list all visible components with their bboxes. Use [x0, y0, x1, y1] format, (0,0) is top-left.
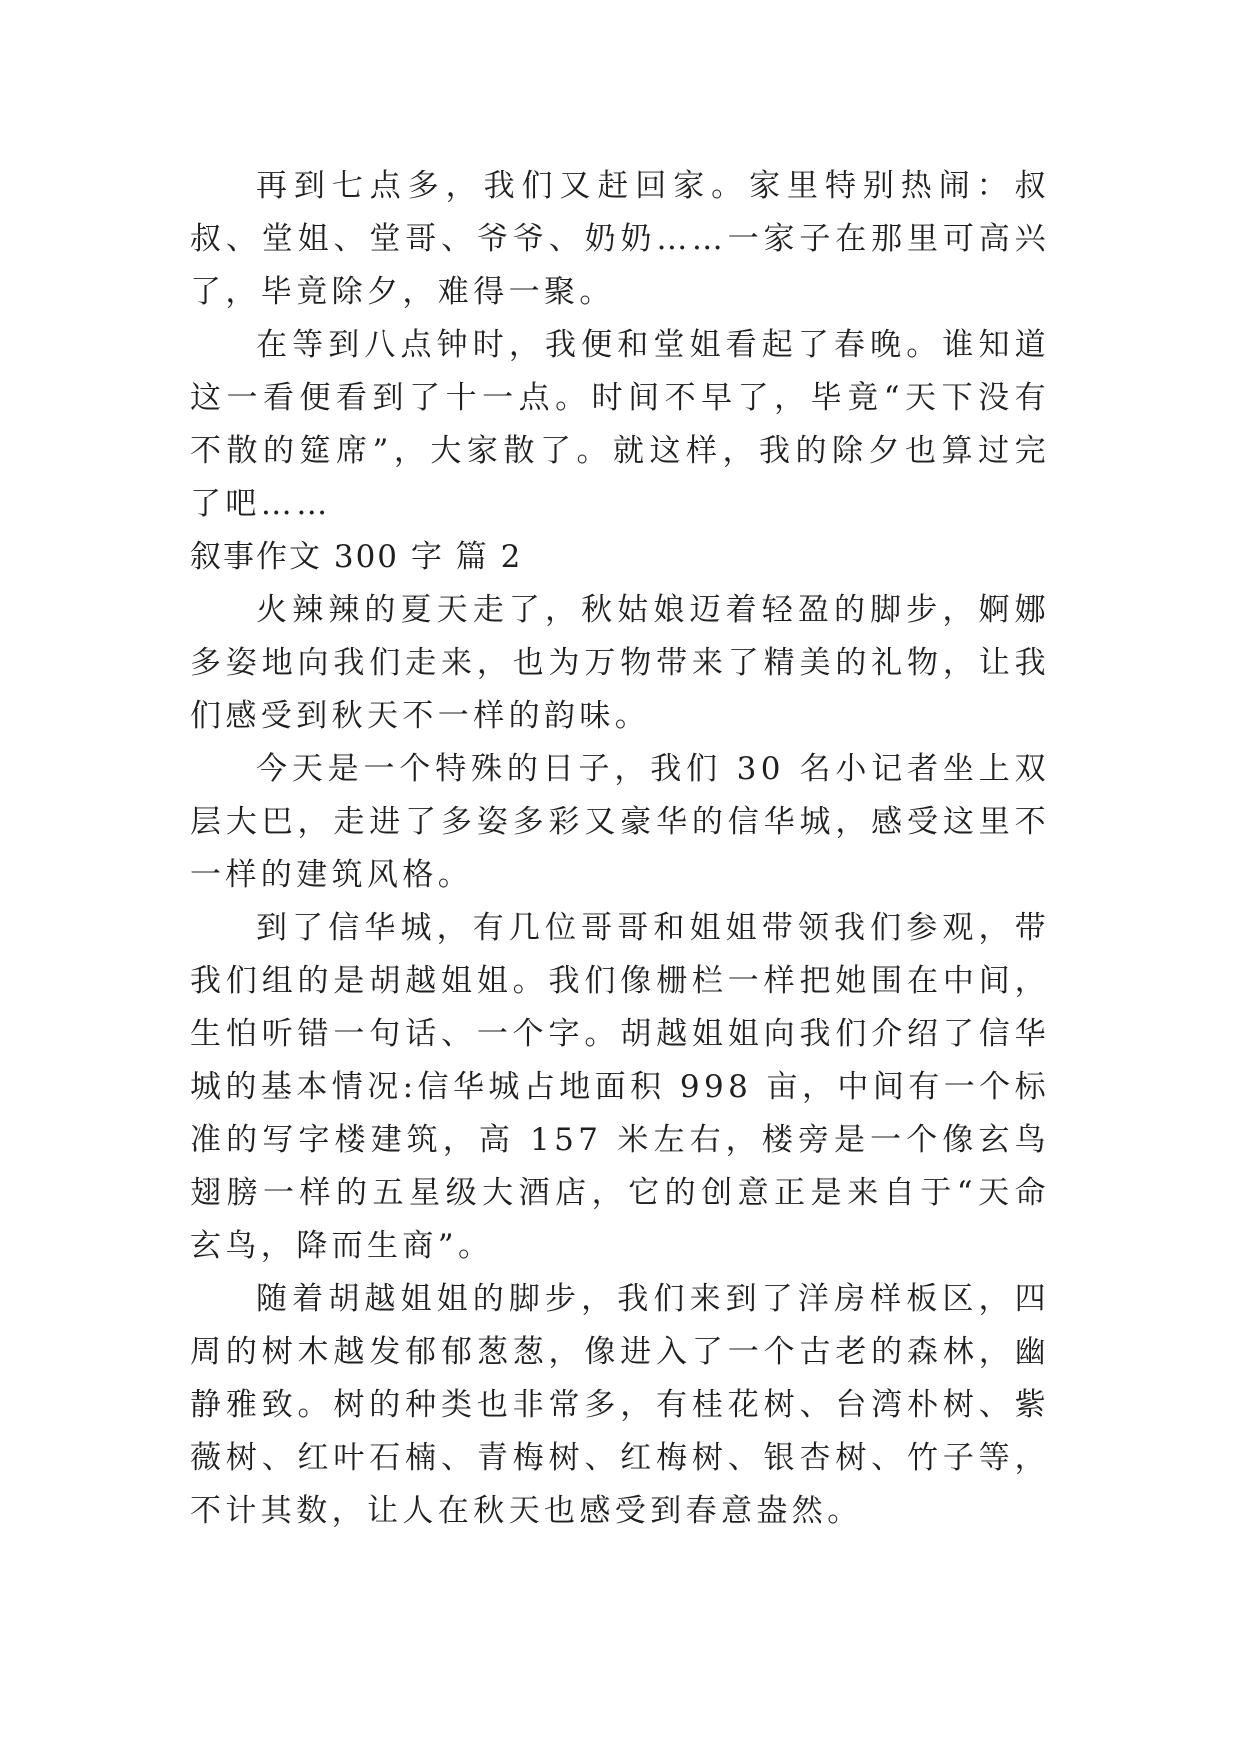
paragraph: 火辣辣的夏天走了，秋姑娘迈着轻盈的脚步，婀娜多姿地向我们走来，也为万物带来了精美的礼物，让我们感受到秋天不一样的韵味。: [190, 592, 1050, 734]
paragraph: 今天是一个特殊的日子，我们 30 名小记者坐上双层大巴，走进了多姿多彩又豪华的信华城，感受这里不一样的建筑风格。: [190, 751, 1050, 893]
paragraph: 再到七点多，我们又赶回家。家里特别热闹：叔叔、堂姐、堂哥、爷爷、奶奶……一家子在那里可高兴了，毕竟除夕，难得一聚。: [190, 168, 1050, 310]
section-heading: 叙事作文 300 字 篇 2: [190, 539, 523, 575]
paragraph: 在等到八点钟时，我便和堂姐看起了春晚。谁知道这一看便看到了十一点。时间不早了，毕竟“天下没有不散的筵席”，大家散了。就这样，我的除夕也算过完了吧……: [190, 327, 1050, 522]
paragraph: 到了信华城，有几位哥哥和姐姐带领我们参观，带我们组的是胡越姐姐。我们像栅栏一样把她围在中间，生怕听错一句话、一个字。胡越姐姐向我们介绍了信华城的基本情况:信华城占地面积 998 亩，中间有一个标准的写字楼建筑，高 157 米左右，楼旁是一个像玄鸟翅膀一样的五星级大酒店，它的创意正是来自于“天命玄鸟，降而生商”。: [190, 910, 1050, 1264]
document-body: [190, 160, 1050, 1538]
paragraph: 随着胡越姐姐的脚步，我们来到了洋房样板区，四周的树木越发郁郁葱葱，像进入了一个古老的森林，幽静雅致。树的种类也非常多，有桂花树、台湾朴树、紫薇树、红叶石楠、青梅树、红梅树、银杏树、竹子等，不计其数，让人在秋天也感受到春意盎然。: [190, 1281, 1050, 1529]
